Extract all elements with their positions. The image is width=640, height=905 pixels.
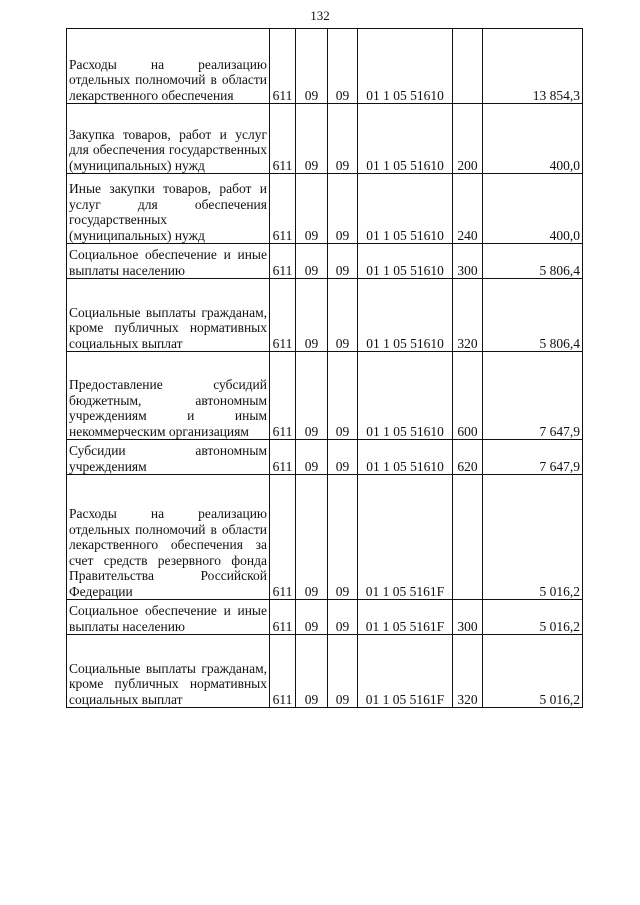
expense-name: Социальные выплаты гражданам, кроме публичных нормативных социальных выплат [67, 279, 270, 352]
subsection-code: 09 [328, 174, 358, 244]
target-article-code: 01 1 05 51610 [358, 244, 453, 279]
section-code: 09 [296, 475, 328, 600]
expense-type-code [453, 29, 483, 104]
amount: 400,0 [483, 174, 583, 244]
ministry-code: 611 [270, 29, 296, 104]
budget-table-body [67, 29, 583, 708]
amount: 7 647,9 [483, 352, 583, 440]
ministry-code: 611 [270, 440, 296, 475]
section-code: 09 [296, 104, 328, 174]
section-code: 09 [296, 635, 328, 708]
expense-name: Социальные выплаты гражданам, кроме публичных нормативных социальных выплат [67, 635, 270, 708]
subsection-code: 09 [328, 475, 358, 600]
table-row [67, 174, 583, 244]
table-row [67, 279, 583, 352]
expense-name: Социальное обеспечение и иные выплаты населению [67, 600, 270, 635]
amount: 7 647,9 [483, 440, 583, 475]
section-code: 09 [296, 440, 328, 475]
table-row [67, 440, 583, 475]
target-article-code: 01 1 05 5161F [358, 475, 453, 600]
page-number: 132 [310, 8, 330, 23]
subsection-code: 09 [328, 104, 358, 174]
target-article-code: 01 1 05 51610 [358, 352, 453, 440]
ministry-code: 611 [270, 475, 296, 600]
expense-name: Социальное обеспечение и иные выплаты населению [67, 244, 270, 279]
table-row [67, 635, 583, 708]
expense-type-code: 320 [453, 635, 483, 708]
expense-type-code [453, 475, 483, 600]
subsection-code: 09 [328, 440, 358, 475]
table-row [67, 244, 583, 279]
subsection-code: 09 [328, 279, 358, 352]
table-row [67, 352, 583, 440]
expense-type-code: 620 [453, 440, 483, 475]
subsection-code: 09 [328, 29, 358, 104]
section-code: 09 [296, 29, 328, 104]
target-article-code: 01 1 05 5161F [358, 635, 453, 708]
target-article-code: 01 1 05 51610 [358, 440, 453, 475]
section-code: 09 [296, 279, 328, 352]
target-article-code: 01 1 05 51610 [358, 29, 453, 104]
expense-type-code: 200 [453, 104, 483, 174]
table-row [67, 600, 583, 635]
target-article-code: 01 1 05 51610 [358, 174, 453, 244]
expense-name: Расходы на реализацию отдельных полномочий в области лекарственного обеспечения за счет средств резервного фонда Правительства Российской Федерации [67, 475, 270, 600]
expense-type-code: 320 [453, 279, 483, 352]
expense-name: Субсидии автономным учреждениям [67, 440, 270, 475]
amount: 5 016,2 [483, 635, 583, 708]
ministry-code: 611 [270, 174, 296, 244]
table-row [67, 475, 583, 600]
table-row [67, 104, 583, 174]
amount: 5 806,4 [483, 244, 583, 279]
section-code: 09 [296, 174, 328, 244]
section-code: 09 [296, 600, 328, 635]
expense-type-code: 600 [453, 352, 483, 440]
ministry-code: 611 [270, 104, 296, 174]
expense-name: Расходы на реализацию отдельных полномочий в области лекарственного обеспечения [67, 29, 270, 104]
ministry-code: 611 [270, 635, 296, 708]
amount: 13 854,3 [483, 29, 583, 104]
amount: 5 016,2 [483, 600, 583, 635]
expense-type-code: 300 [453, 244, 483, 279]
subsection-code: 09 [328, 635, 358, 708]
expense-name: Иные закупки товаров, работ и услуг для обеспечения государственных (муниципальных) нужд [67, 174, 270, 244]
expense-name: Предоставление субсидий бюджетным, автономным учреждениям и иным некоммерческим организациям [67, 352, 270, 440]
target-article-code: 01 1 05 51610 [358, 104, 453, 174]
amount: 5 016,2 [483, 475, 583, 600]
section-code: 09 [296, 352, 328, 440]
subsection-code: 09 [328, 352, 358, 440]
ministry-code: 611 [270, 279, 296, 352]
amount: 5 806,4 [483, 279, 583, 352]
section-code: 09 [296, 244, 328, 279]
amount: 400,0 [483, 104, 583, 174]
expense-type-code: 300 [453, 600, 483, 635]
budget-table [66, 28, 583, 708]
target-article-code: 01 1 05 5161F [358, 600, 453, 635]
expense-type-code: 240 [453, 174, 483, 244]
ministry-code: 611 [270, 244, 296, 279]
table-row [67, 29, 583, 104]
ministry-code: 611 [270, 600, 296, 635]
target-article-code: 01 1 05 51610 [358, 279, 453, 352]
ministry-code: 611 [270, 352, 296, 440]
subsection-code: 09 [328, 600, 358, 635]
expense-name: Закупка товаров, работ и услуг для обеспечения государственных (муниципальных) нужд [67, 104, 270, 174]
subsection-code: 09 [328, 244, 358, 279]
